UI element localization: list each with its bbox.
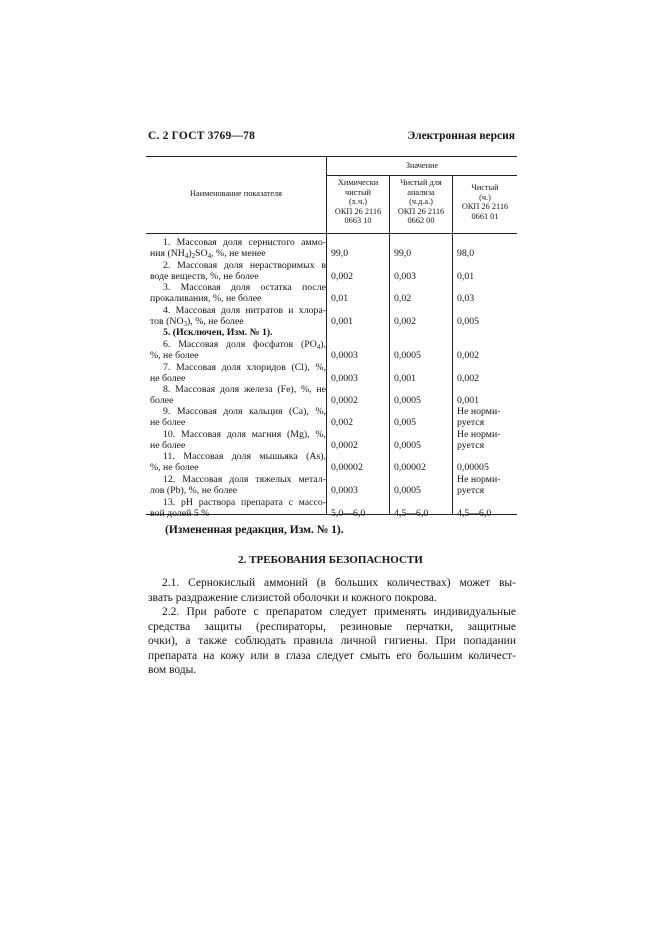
table-row-name-line: ния $(NH_4)_2SO_4$, %, не менее <box>150 248 266 261</box>
table-cell-value: 0,002 <box>457 350 480 362</box>
table-cell-value: 0,01 <box>331 293 349 305</box>
table-cell-value: 0,0002 <box>331 440 358 452</box>
grade-header-line: (х.ч.) <box>349 197 367 207</box>
table-row-name-line: более <box>150 395 174 407</box>
table-cell-value: Не норми- руется <box>457 474 501 497</box>
paragraph-line: средства защиты (респираторы, резиновые перчатки, защитные <box>148 620 516 633</box>
table-cell-value: 0,001 <box>394 373 417 385</box>
table-cell-value: 4,5—6,0 <box>457 508 492 520</box>
table-cell-value: 0,0002 <box>331 395 358 407</box>
grade-header-line: (ч.) <box>479 192 491 202</box>
table-cell-value: 0,005 <box>457 316 480 328</box>
grade-header-pure <box>453 183 517 221</box>
table-row-name-line: 5. (Исключен, Изм. № 1). <box>163 327 273 338</box>
grade-header-analytical-grade <box>390 178 452 226</box>
table-row-name-line: 8. Массовая доля железа (Fe), %, не <box>163 384 326 395</box>
grade-header-line: (ч.д.а.) <box>409 197 433 207</box>
table-cell-value: 0,02 <box>394 293 412 305</box>
table-cell-value: 99,0 <box>394 248 412 260</box>
grade-header-line: 0662 00 <box>407 216 435 226</box>
table-cell-value: 0,002 <box>331 417 354 429</box>
table-cell-value: 0,0003 <box>331 485 358 497</box>
table-row-name <box>150 282 326 304</box>
grade-header-line: ОКП 26 2116 <box>397 206 445 216</box>
table-top-rule <box>146 156 517 157</box>
table-row-name-line: воде веществ, %, не более <box>150 271 259 283</box>
grade-header-line: анализа <box>407 187 435 197</box>
grade-header-line: Чистый для <box>400 178 442 187</box>
grade-header-line: Чистый <box>471 183 499 192</box>
specifications-table <box>146 156 517 520</box>
table-cell-value: 0,0005 <box>394 440 421 452</box>
table-row-name-line: %, не более <box>150 350 199 362</box>
table-row-name-line: 12. Массовая доля тяжелых метал- <box>163 474 326 485</box>
table-row-name <box>150 451 326 473</box>
table-row-name-line: не более <box>150 417 186 429</box>
table-cell-value: 0,003 <box>394 271 417 283</box>
header-bottom-rule <box>146 233 517 234</box>
paragraph-2-1 <box>148 576 516 605</box>
column-header-name: Наименование показателя <box>190 189 282 198</box>
table-row-name-line: 1. Массовая доля сернистого аммо- <box>163 237 326 248</box>
table-cell-value: 0,00002 <box>394 462 426 474</box>
table-cell-value: 0,002 <box>331 271 354 283</box>
table-cell-value: 0,005 <box>394 417 417 429</box>
table-row-name-line: тов $(NO_3)$, %, не более <box>150 316 244 329</box>
column-header-value: Значение <box>405 161 439 170</box>
table-cell-value: 0,0003 <box>331 350 358 362</box>
table-cell-value: 0,001 <box>457 395 480 407</box>
grade-header-line: 0663 10 <box>344 216 372 226</box>
paragraph-line: очки), а также соблюдать правила личной гигиены. При попадании <box>148 635 516 647</box>
section-title: 2. ТРЕБОВАНИЯ БЕЗОПАСНОСТИ <box>238 554 423 566</box>
table-cell-value: 4,5—6,0 <box>394 508 429 520</box>
table-cell-value: 0,001 <box>331 316 354 328</box>
table-cell-value: Не норми- руется <box>457 406 501 429</box>
table-row-name <box>150 362 326 384</box>
table-row-name-line: 9. Массовая доля кальция (Ca), %, <box>163 406 326 417</box>
paragraph-line: звать раздражение слизистой оболочки и кожного покрова. <box>148 591 437 604</box>
table-row-name-line: 3. Массовая доля остатка после <box>163 282 326 293</box>
table-row-name <box>150 406 326 428</box>
table-row-name-line: лов (Pb), %, не более <box>150 485 238 497</box>
table-cell-value: 0,0005 <box>394 485 421 497</box>
table-row-name <box>150 327 326 338</box>
page-header-right: Электронная версия <box>407 130 515 142</box>
table-row-name <box>150 237 326 259</box>
table-cell-value: 0,0005 <box>394 395 421 407</box>
grade-header-line: чистый <box>345 187 371 197</box>
table-row-name-line: %, не более <box>150 462 199 474</box>
grade-header-line: 0661 01 <box>471 211 499 221</box>
paragraph-line: вом воды. <box>148 664 197 676</box>
table-row-name <box>150 260 326 282</box>
table-row-name-line: 2. Массовая доля нерастворимых в <box>163 260 326 271</box>
paragraph-2-2 <box>148 605 516 678</box>
table-cell-value: 0,002 <box>457 373 480 385</box>
column-divider-2 <box>389 175 390 515</box>
grade-header-line: ОКП 26 2116 <box>461 202 509 212</box>
edition-note: (Измененная редакция, Изм. № 1). <box>165 524 344 536</box>
column-divider-3 <box>452 175 453 515</box>
table-row-name-line: 4. Массовая доля нитратов и хлора- <box>163 305 326 316</box>
table-cell-value: 0,0003 <box>331 373 358 385</box>
table-row-name-line: 11. Массовая доля мышьяка (As), <box>163 451 326 462</box>
table-row-name <box>150 339 326 361</box>
table-cell-value: 99,0 <box>331 248 349 260</box>
grade-header-line: ОКП 26 2116 <box>334 206 382 216</box>
table-row-name <box>150 474 326 496</box>
grade-header-chemically-pure <box>327 178 389 226</box>
paragraph-line: препарата на кожу или в глаза следует смыть его большим количест- <box>148 649 516 662</box>
table-row-name-line: вой долей 5 % <box>150 508 210 520</box>
table-cell-value: 0,002 <box>394 316 417 328</box>
table-cell-value: 5,0—6,0 <box>331 508 366 520</box>
table-row-name-line: 6. Массовая доля фосфатов $(PO_4)$, <box>163 339 326 351</box>
table-cell-value: 0,00002 <box>331 462 363 474</box>
paragraph-line: 2.1. Сернокислый аммоний (в больших количествах) может вы- <box>162 577 516 589</box>
table-cell-value: 0,03 <box>457 293 475 305</box>
table-cell-value: Не норми- руется <box>457 429 501 452</box>
grade-header-line: Химически <box>337 178 379 187</box>
table-cell-value: 0,00005 <box>457 462 489 474</box>
table-cell-value: 0,0005 <box>394 350 421 362</box>
page-header-left: С. 2 ГОСТ 3769—78 <box>148 130 256 142</box>
table-row-name <box>150 497 326 519</box>
table-row-name <box>150 384 326 406</box>
table-row-name-line: не более <box>150 440 186 452</box>
paragraph-line: 2.2. При работе с препаратом следует применять индивидуальные <box>162 606 516 618</box>
table-cell-value: 98,0 <box>457 248 475 260</box>
table-row-name-line: 7. Массовая доля хлоридов (Cl), %, <box>163 362 326 373</box>
table-row-name <box>150 429 326 451</box>
table-cell-value: 0,01 <box>457 271 475 283</box>
value-header-rule <box>327 175 517 176</box>
table-row-name-line: не более <box>150 373 186 385</box>
table-row-name-line: 13. pH раствора препарата с массо- <box>163 497 326 508</box>
table-row-name-line: прокаливания, %, не более <box>150 293 262 305</box>
table-row-name <box>150 305 326 327</box>
table-row-name-line: 10. Массовая доля магния (Mg), %, <box>163 429 326 440</box>
